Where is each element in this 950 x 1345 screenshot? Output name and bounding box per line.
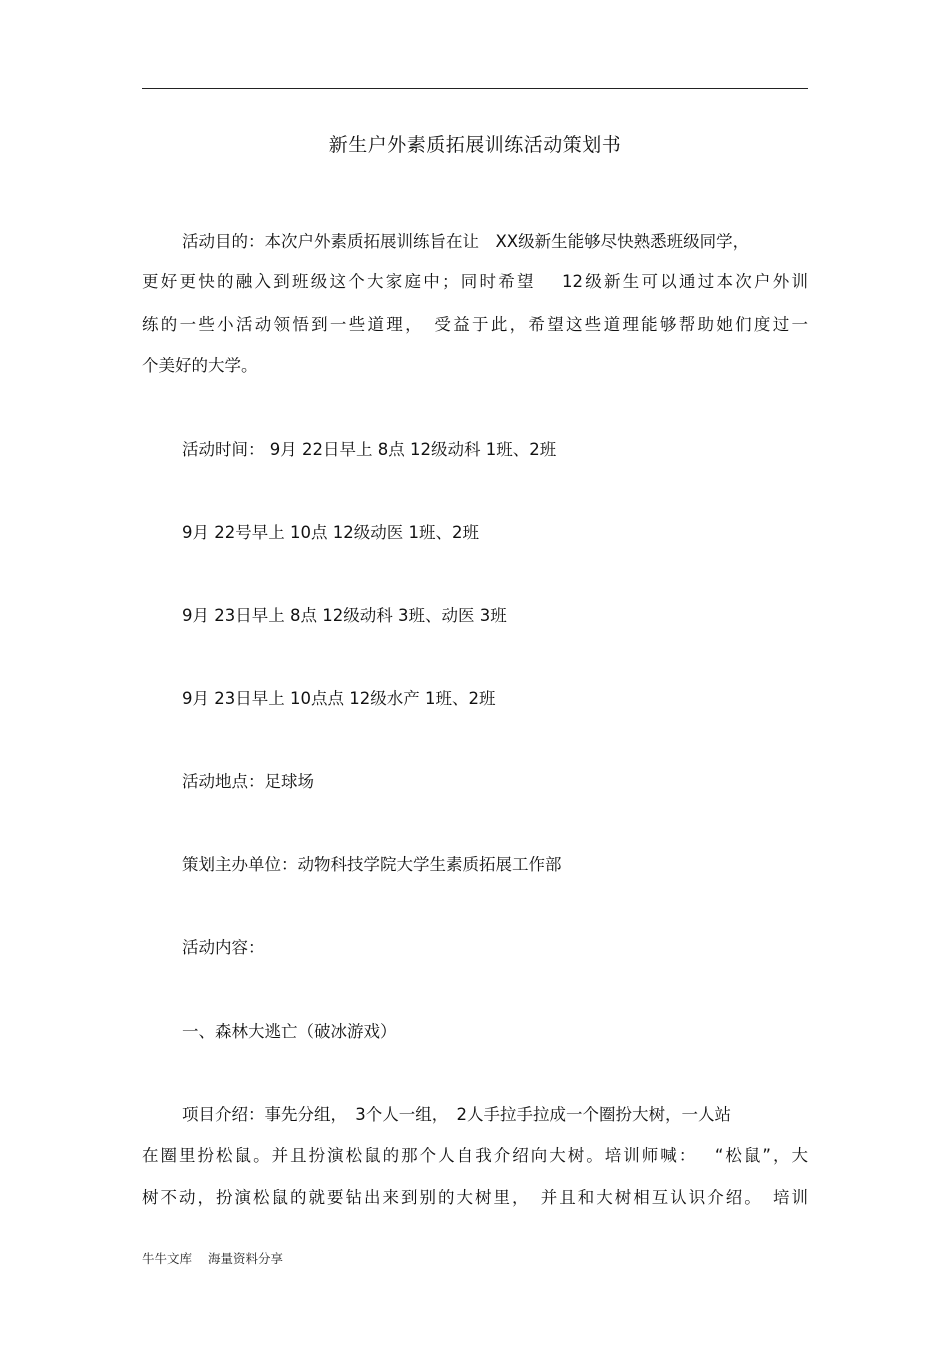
- location-line: 活动地点：足球场: [182, 772, 314, 791]
- footer-brand: 牛牛文库: [142, 1251, 193, 1266]
- schedule-line-1: 活动时间： 9月 22日早上 8点 12级动科 1班、2班: [182, 440, 557, 459]
- header-rule: [142, 88, 808, 89]
- section1-intro-line-1: 项目介绍：事先分组， 3个人一组， 2人手拉手拉成一个圈扮大树，一人站: [182, 1105, 731, 1124]
- document-title: 新生户外素质拓展训练活动策划书: [328, 134, 622, 156]
- organizer-line: 策划主办单位：动物科技学院大学生素质拓展工作部: [182, 855, 562, 874]
- purpose-line-3: 练的一些小活动领悟到一些道理， 受益于此，希望这些道理能够帮助她们度过一: [142, 315, 808, 334]
- schedule-line-3: 9月 23日早上 8点 12级动科 3班、动医 3班: [182, 606, 507, 625]
- schedule-line-2: 9月 22号早上 10点 12级动医 1班、2班: [182, 523, 479, 542]
- footer-slogan: 海量资料分享: [208, 1251, 284, 1266]
- section1-intro-line-2: 在圈里扮松鼠。并且扮演松鼠的那个人自我介绍向大树。培训师喊： “松鼠”，大: [142, 1146, 808, 1165]
- section1-intro-line-3: 树不动，扮演松鼠的就要钻出来到别的大树里， 并且和大树相互认识介绍。 培训: [142, 1188, 808, 1207]
- section1-heading: 一、森林大逃亡（破冰游戏）: [182, 1022, 397, 1041]
- purpose-line-2: 更好更快的融入到班级这个大家庭中；同时希望 12级新生可以通过本次户外训: [142, 272, 808, 291]
- content-label: 活动内容：: [182, 938, 265, 957]
- page-footer: [142, 1249, 283, 1267]
- schedule-line-4: 9月 23日早上 10点点 12级水产 1班、2班: [182, 689, 496, 708]
- purpose-line-1: 活动目的：本次户外素质拓展训练旨在让 XX级新生能够尽快熟悉班级同学，: [182, 232, 750, 251]
- purpose-line-4: 个美好的大学。: [142, 356, 258, 375]
